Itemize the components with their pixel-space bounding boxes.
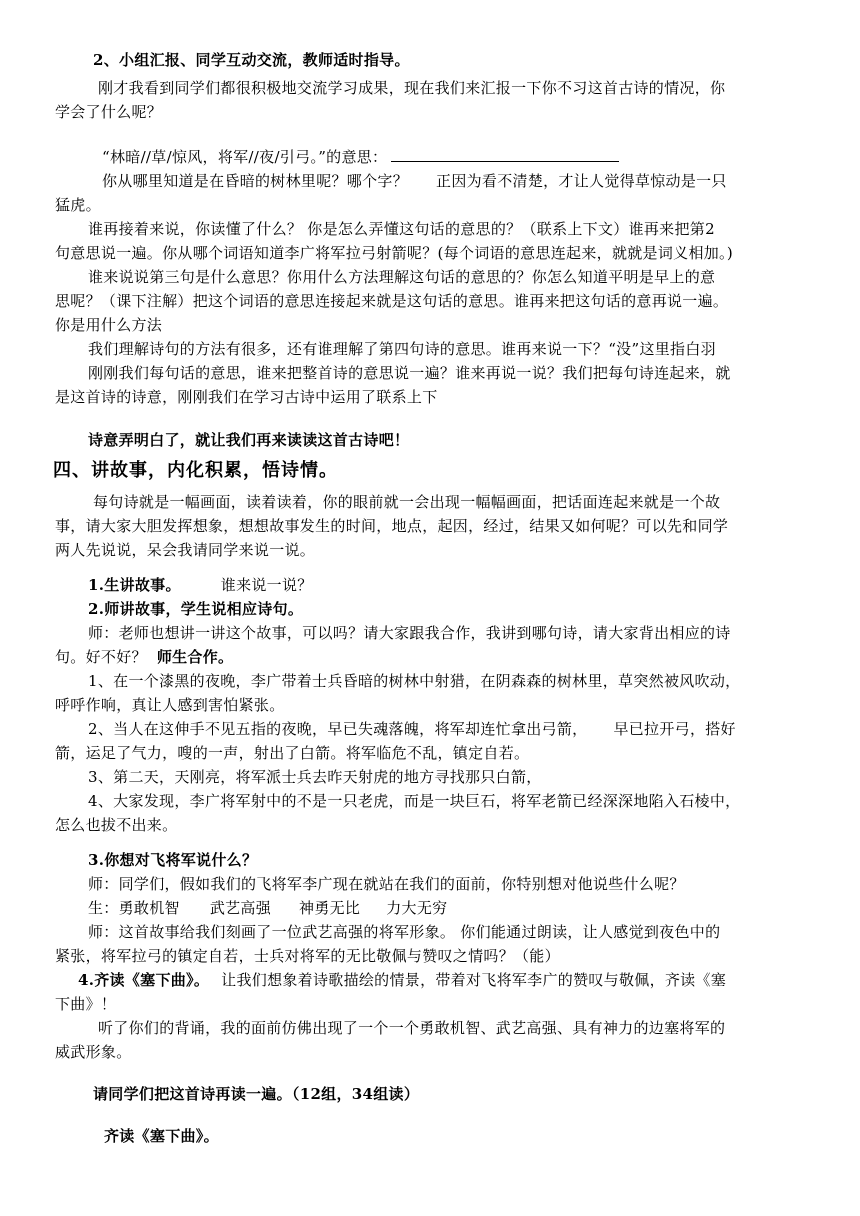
paragraph-line: 听了你们的背诵，我的面前仿佛出现了一个一个勇敢机智、武艺高强、具有神力的边塞将军的 [98,1019,726,1037]
paragraph-line: 思呢？（课下注解）把这个词语的意思连接起来就是这句话的意思。谁再来把这句话的意再说一遍。 [55,292,729,310]
poem-meaning-prompt: “林暗//草/惊风，将军//夜/引弓。”的意思： [102,148,388,166]
answer-item: 神勇无比 [299,899,361,917]
reread-instruction: 请同学们把这首诗再读一遍。（12组，34组读） [93,1085,420,1103]
recite-instruction: 齐读《塞下曲》。 [104,1127,219,1145]
answer-item: 力大无穷 [386,899,448,917]
story-line: 呼呼作响，真让人感到害怕紧张。 [55,696,285,714]
paragraph-line: 事，请大家大胆发挥想象，想想故事发生的时间，地点，起因，经过，结果又如何呢？可以先和同学 [55,517,729,535]
cooperation-label: 师生合作。 [156,648,234,666]
step-1-prompt: 谁来说一说？ [220,576,313,594]
paragraph-line: 紧张，将军拉弓的镇定自若，士兵对将军的无比敬佩与赞叹之情吗？（能） [55,947,560,965]
story-text: 2、当人在这伸手不见五指的夜晚，早已失魂落魄，将军却连忙拿出弓箭， [88,720,588,738]
paragraph-line: 谁再接着来说，你读懂了什么？ 你是怎么弄懂这句话的意思的？（联系上下文）谁再来把第2 [88,220,715,238]
transition-line: 诗意弄明白了，就让我们再来读读这首古诗吧！ [88,431,410,449]
story-line [88,717,840,742]
story-line: 4、大家发现，李广将军射中的不是一只老虎，而是一块巨石，将军老箭已经深深地陷入石棱中， [88,792,741,810]
explanation-text: 正因为看不清楚，才让人觉得草惊动是一只 [436,172,727,190]
paragraph-line: 师：同学们，假如我们的飞将军李广现在就站在我们的面前，你特别想对他说些什么呢？ [88,875,685,893]
step-2-story-heading: 2.师讲故事，学生说相应诗句。 [88,600,304,618]
story-line: 怎么也拔不出来。 [55,816,178,834]
step-1-line [88,573,840,598]
paragraph-line: 师：老师也想讲一讲这个故事，可以吗？请大家跟我合作，我讲到哪句诗，请大家背出相应的诗 [88,624,731,642]
question-text: 你从哪里知道是在昏暗的树林里呢？哪个字？ [102,172,409,190]
story-text: 早已拉开弓，搭好 [613,720,736,738]
step-3-heading: 3.你想对飞将军说什么？ [88,851,258,869]
answer-blank [391,147,619,162]
story-line: 箭，运足了气力，嗖的一声，射出了白箭。将军临危不乱，镇定自若。 [55,744,530,762]
paragraph-line: 谁来说说第三句是什么意思？你用什么方法理解这句话的意思的？你怎么知道平明是早上的意 [88,268,716,286]
poem-meaning-line [102,145,854,170]
story-line: 1、在一个漆黑的夜晚，李广带着士兵昏暗的树林中射猎，在阴森森的树林里，草突然被风吹动， [88,672,741,690]
paragraph-line: 你是用什么方法 [55,316,163,334]
answer-item: 生：勇敢机智 [88,899,180,917]
paragraph-line: 每句诗就是一幅画面，读着读着，你的眼前就一会出现一幅幅画面，把话面连起来就是一个故 [93,493,721,511]
paragraph-line [102,169,854,194]
paragraph-line: 威武形象。 [55,1043,132,1061]
paragraph-line: 我们理解诗句的方法有很多，还有谁理解了第四句诗的意思。谁再来说一下？“没”这里指白羽 [88,340,716,358]
story-line: 3、第二天，天刚亮，将军派士兵去昨天射虎的地方寻找那只白箭， [88,768,542,786]
paragraph-line: 师：这首故事给我们刻画了一位武艺高强的将军形象。 你们能通过朗读，让人感觉到夜色中的 [88,923,721,941]
step-4-line [78,968,830,993]
step-2-heading: 2、小组汇报、同学互动交流，教师适时指导。 [93,51,410,69]
step-1-heading: 1.生讲故事。 [88,576,181,594]
paragraph-line: 刚刚我们每句话的意思，谁来把整首诗的意思说一遍？谁来再说一说？我们把每句诗连起来，就 [88,364,731,382]
paragraph-line: 是这首诗的诗意，刚刚我们在学习古诗中运用了联系上下 [55,388,438,406]
step-4-heading: 4.齐读《塞下曲》。 [78,971,210,989]
student-answers [88,896,840,921]
paragraph-line: 下曲》！ [55,995,117,1013]
paragraph-line [55,645,807,670]
paragraph-line: 刚才我看到同学们都很积极地交流学习成果，现在我们来汇报一下你不习这首古诗的情况，你 [98,79,726,97]
paragraph-line: 猛虎。 [55,196,101,214]
question-text: 句。好不好？ [55,648,147,666]
paragraph-line: 学会了什么呢？ [55,103,163,121]
paragraph-line: 句意思说一遍。你从哪个词语知道李广将军拉弓射箭呢？(每个词语的意思连起来，就就是词义相加。) [55,244,734,262]
paragraph-text: 让我们想象着诗歌描绘的情景，带着对飞将军李广的赞叹与敬佩，齐读《塞 [221,971,727,989]
section-4-heading: 四、讲故事，内化积累，悟诗情。 [53,460,338,481]
answer-item: 武艺高强 [209,899,272,917]
paragraph-line: 两人先说说，呆会我请同学来说一说。 [55,541,316,559]
